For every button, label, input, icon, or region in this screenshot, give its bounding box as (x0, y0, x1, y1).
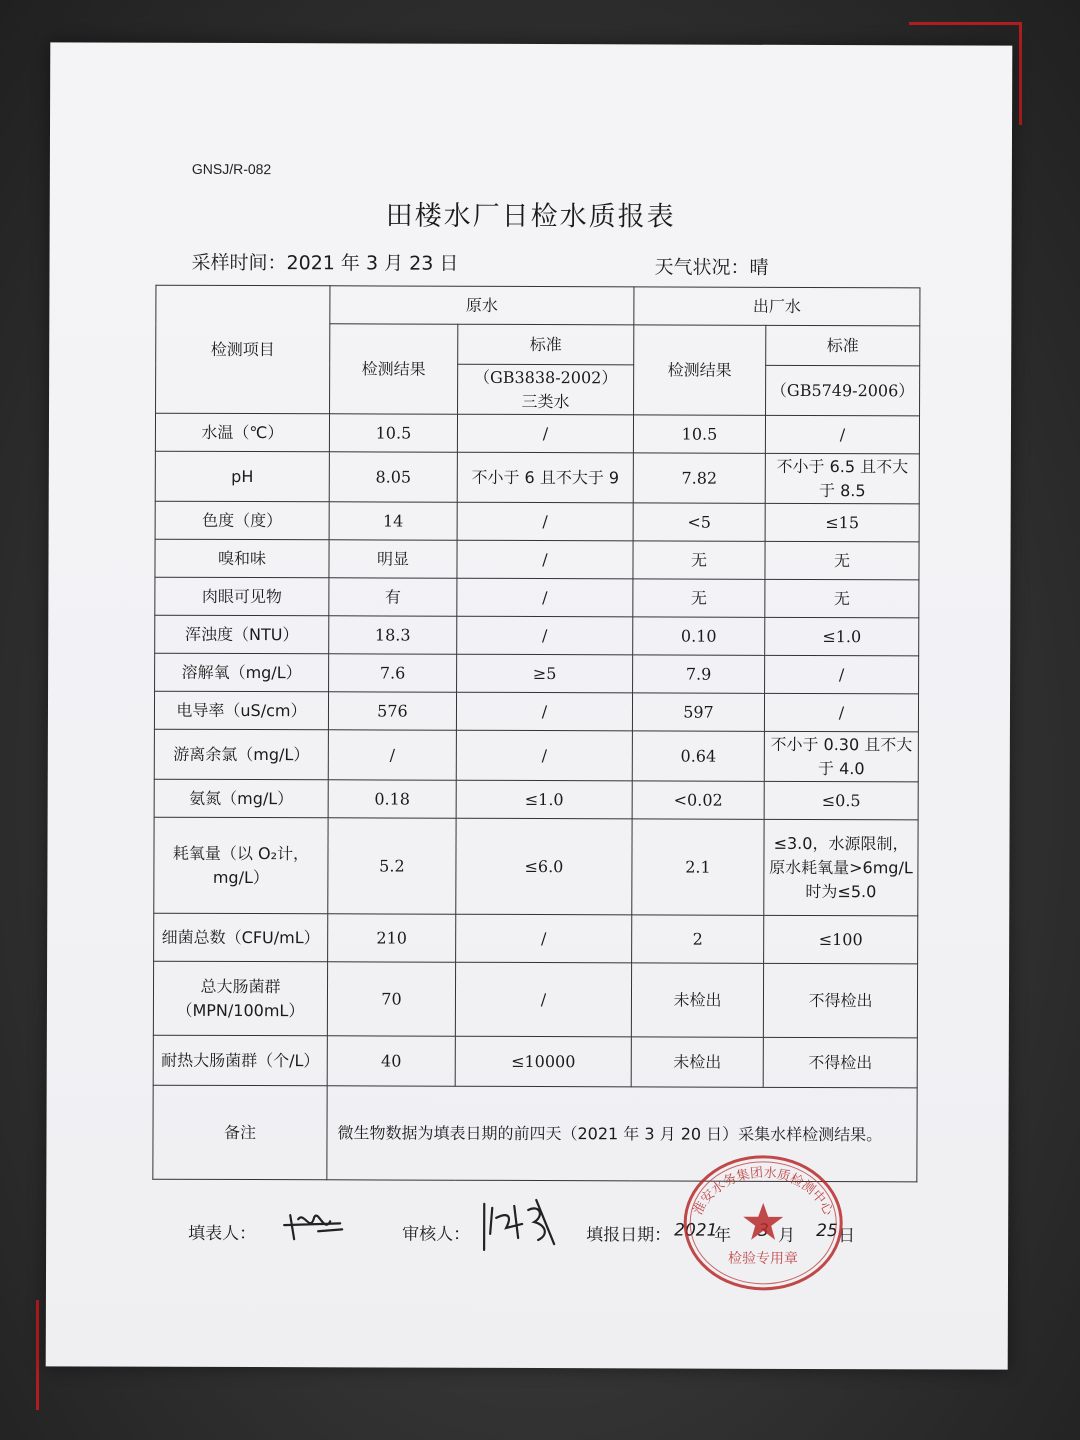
row-item: 耐热大肠菌群（个/L） (153, 1035, 327, 1086)
row-plant-standard: / (765, 655, 919, 694)
row-plant-result: 597 (632, 693, 764, 731)
row-item: 电导率（uS/cm） (154, 691, 328, 730)
row-plant-result: <0.02 (632, 781, 764, 819)
header-plant-water: 出厂水 (634, 287, 920, 326)
header-raw-standard-code (458, 364, 634, 415)
row-plant-standard: / (765, 415, 919, 454)
row-raw-standard: ≤1.0 (456, 780, 632, 819)
row-raw-result: 210 (328, 914, 456, 962)
row-item: 总大肠菌群（MPN/100mL） (153, 961, 327, 1036)
row-raw-result: 8.05 (329, 452, 457, 502)
row-plant-standard: 不得检出 (763, 1037, 917, 1088)
row-raw-standard: ≥5 (457, 654, 633, 693)
report-date-year-char: 年 (714, 1225, 732, 1246)
seal-top-text: 淮安水务集团水质检测中心 (690, 1165, 836, 1219)
row-item: 细菌总数（CFU/mL） (154, 913, 328, 962)
row-raw-standard: / (456, 914, 632, 963)
document-code: GNSJ/R-082 (191, 160, 272, 178)
row-item: 嗅和味 (155, 539, 329, 578)
row-plant-result: 10.5 (633, 415, 765, 453)
reviewer-label: 审核人： (402, 1224, 471, 1245)
table-row (154, 817, 918, 916)
table-row (155, 539, 919, 580)
raw-std-code: （GB3838-2002） (473, 367, 618, 387)
row-raw-standard: / (457, 616, 633, 655)
header-plant-standard: 标准 (766, 325, 920, 366)
table-row (155, 451, 919, 504)
row-item: 浑浊度（NTU） (155, 615, 329, 654)
row-item: pH (155, 451, 329, 502)
report-date-month-char: 月 (778, 1225, 796, 1246)
row-raw-standard: / (455, 962, 631, 1037)
row-plant-standard: ≤1.0 (765, 617, 919, 656)
table-row (154, 779, 918, 820)
row-plant-standard: ≤0.5 (764, 781, 918, 820)
report-date-year: 2021 (674, 1220, 718, 1241)
table-row (155, 653, 919, 694)
row-raw-standard: / (456, 730, 632, 781)
table-row (155, 577, 919, 618)
report-paper (46, 42, 1013, 1369)
row-plant-standard: 不得检出 (763, 963, 917, 1038)
row-plant-standard: / (764, 693, 918, 732)
row-raw-standard: / (457, 578, 633, 617)
weather-status: 天气状况：晴 (654, 256, 769, 279)
row-raw-standard: ≤10000 (455, 1036, 631, 1087)
table-row (155, 501, 919, 542)
row-raw-standard: / (457, 502, 633, 541)
row-plant-result: 0.10 (633, 617, 765, 655)
header-raw-result: 检测结果 (330, 324, 458, 414)
row-plant-result: 2.1 (632, 819, 764, 915)
table-row (154, 913, 918, 964)
table-row (155, 615, 919, 656)
row-raw-result: / (328, 730, 456, 780)
row-raw-standard: / (457, 414, 633, 453)
document-title: 田楼水厂日检水质报表 (385, 200, 676, 233)
row-raw-result: 18.3 (329, 616, 457, 654)
header-plant-standard-code: （GB5749-2006） (766, 365, 920, 416)
row-plant-standard: 不小于 6.5 且不大于 8.5 (765, 453, 919, 504)
header-raw-water: 原水 (330, 286, 634, 325)
report-date-day: 25 (816, 1221, 838, 1242)
row-item: 肉眼可见物 (155, 577, 329, 616)
report-date-label: 填报日期： (586, 1225, 672, 1246)
row-plant-standard: 不小于 0.30 且不大于 4.0 (764, 731, 918, 782)
row-item: 色度（度） (155, 501, 329, 540)
row-raw-result: 576 (328, 692, 456, 730)
row-raw-result: 10.5 (329, 414, 457, 452)
row-plant-standard: ≤15 (765, 503, 919, 542)
sample-time: 采样时间：2021 年 3 月 23 日 (191, 251, 459, 275)
table-row (153, 961, 917, 1038)
row-raw-result: 70 (327, 962, 455, 1036)
row-raw-result: 0.18 (328, 780, 456, 818)
row-plant-result: 未检出 (631, 963, 763, 1037)
row-plant-result: 0.64 (632, 731, 764, 781)
table-row (154, 691, 918, 732)
official-seal-stamp (678, 1145, 849, 1296)
water-quality-table (152, 285, 920, 1183)
row-plant-result: <5 (633, 503, 765, 541)
row-raw-result: 14 (329, 502, 457, 540)
reviewer-signature (478, 1194, 558, 1254)
row-raw-standard: ≤6.0 (456, 818, 632, 915)
filler-signature (280, 1203, 350, 1243)
header-plant-result: 检测结果 (634, 325, 766, 415)
row-item: 游离余氯（mg/L） (154, 729, 328, 780)
row-plant-result: 7.9 (633, 655, 765, 693)
row-plant-result: 无 (633, 579, 765, 617)
row-plant-standard: 无 (765, 541, 919, 580)
remarks-label: 备注 (153, 1085, 327, 1180)
table-row (154, 729, 918, 782)
row-plant-result: 无 (633, 541, 765, 579)
header-raw-standard: 标准 (458, 324, 634, 365)
row-raw-standard: / (456, 692, 632, 731)
row-plant-result: 7.82 (633, 453, 765, 503)
header-item: 检测项目 (156, 285, 330, 414)
row-raw-result: 明显 (329, 540, 457, 578)
row-item: 水温（℃） (155, 413, 329, 452)
table-row (155, 413, 919, 454)
row-raw-result: 有 (329, 578, 457, 616)
row-plant-result: 未检出 (631, 1037, 763, 1087)
row-raw-standard: 不小于 6 且不大于 9 (457, 452, 633, 503)
row-plant-result: 2 (632, 915, 764, 963)
row-raw-result: 7.6 (329, 654, 457, 692)
filler-label: 填表人： (188, 1223, 257, 1245)
row-item: 溶解氧（mg/L） (155, 653, 329, 692)
row-item: 耗氧量（以 O₂计，mg/L） (154, 817, 328, 914)
remarks-text: 微生物数据为填表日期的前四天（2021 年 3 月 20 日）采集水样检测结果。 (327, 1086, 917, 1182)
row-plant-standard: 无 (765, 579, 919, 618)
row-raw-result: 40 (327, 1036, 455, 1086)
row-raw-result: 5.2 (328, 818, 456, 914)
row-item: 氨氮（mg/L） (154, 779, 328, 818)
table-row (153, 1035, 917, 1088)
row-plant-standard: ≤3.0，水源限制，原水耗氧量>6mg/L 时为≤5.0 (764, 819, 918, 916)
row-raw-standard: / (457, 540, 633, 579)
seal-bottom-text: 检验专用章 (728, 1250, 799, 1267)
raw-std-class: 三类水 (521, 391, 570, 411)
row-plant-standard: ≤100 (764, 915, 918, 964)
report-date-day-char: 日 (838, 1226, 856, 1247)
